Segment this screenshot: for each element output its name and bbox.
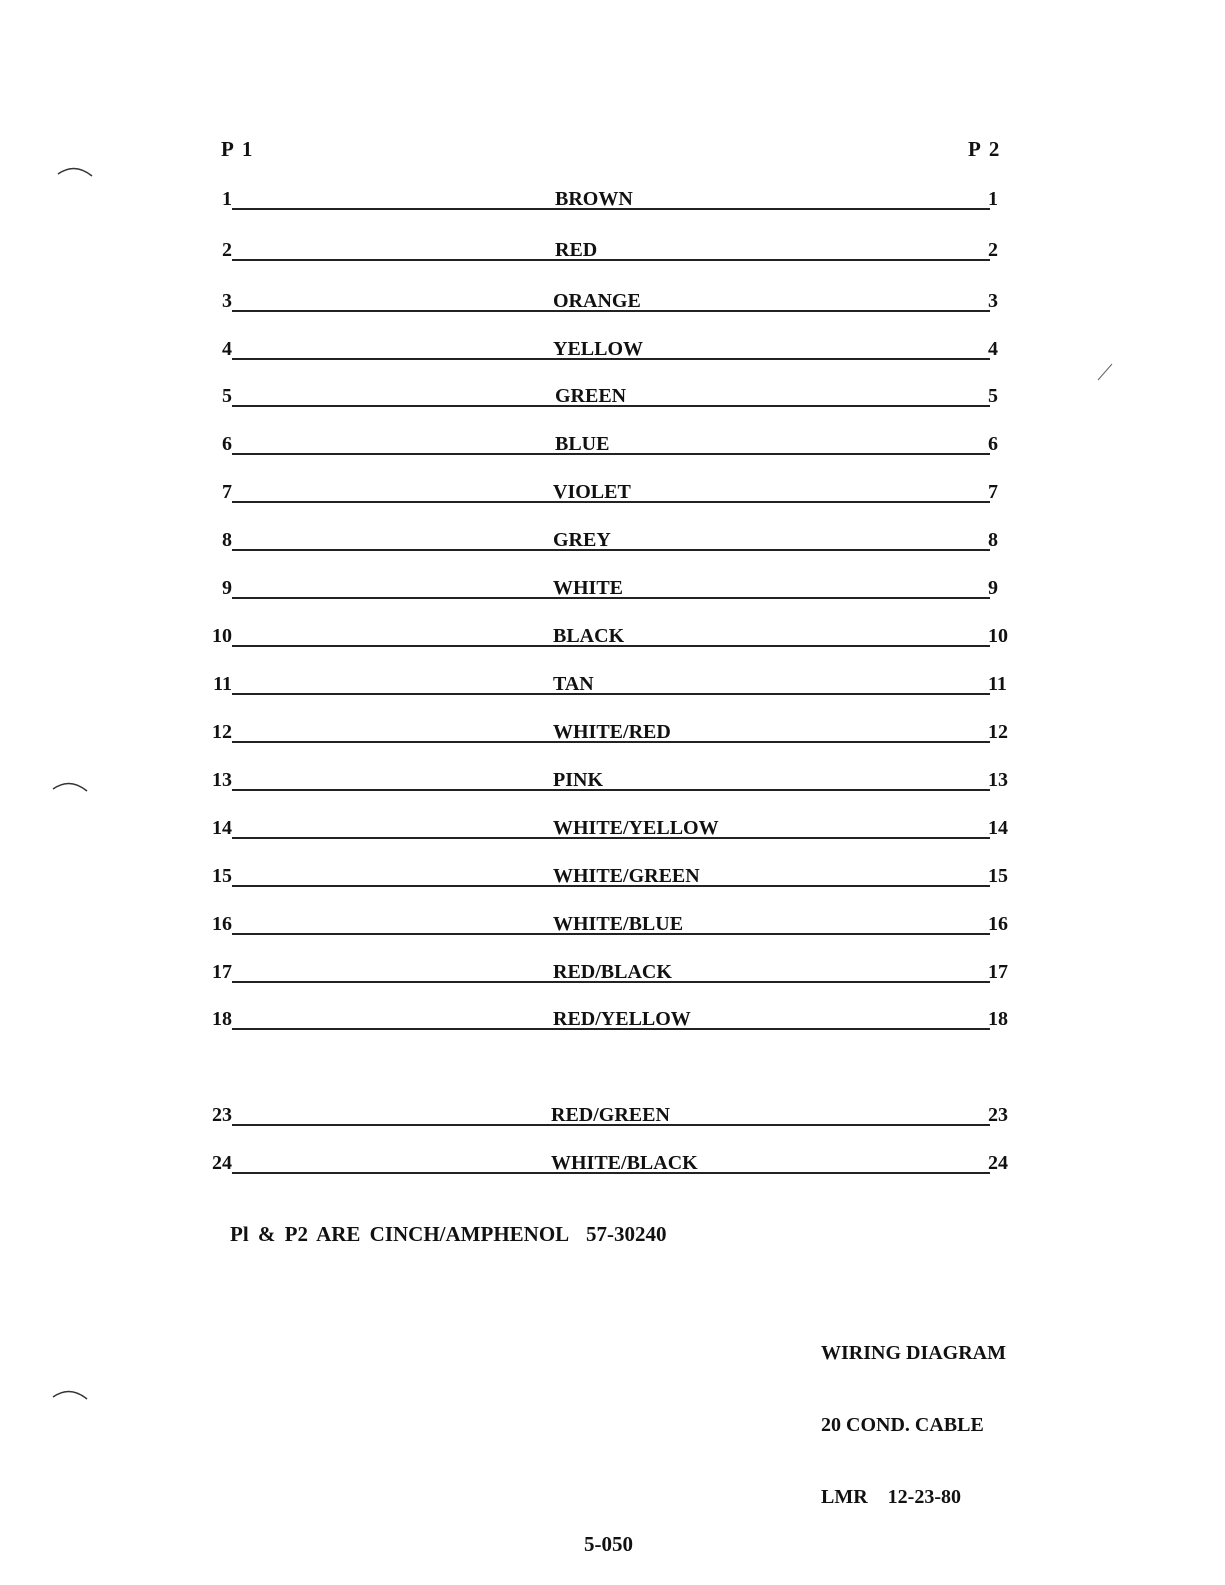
- wire-line: [232, 693, 990, 695]
- p1-pin: 12: [212, 721, 232, 743]
- wire-row: [0, 625, 1225, 665]
- wire-row: [0, 1104, 1225, 1144]
- wire-row: [0, 338, 1225, 378]
- p2-header: P 2: [968, 137, 1002, 161]
- p1-pin: 16: [212, 913, 232, 935]
- title-line-2: 20 COND. CABLE: [821, 1414, 984, 1436]
- p2-pin: 12: [988, 721, 1008, 743]
- wire-color-label: GREEN: [555, 385, 627, 407]
- binder-hole-mark: [50, 1383, 90, 1403]
- wire-color-label: BLUE: [555, 433, 610, 455]
- wire-row: [0, 913, 1225, 953]
- p2-pin: 18: [988, 1008, 1008, 1030]
- wire-color-label: RED: [555, 239, 598, 261]
- p1-pin: 24: [212, 1152, 232, 1174]
- wire-color-label: ORANGE: [553, 290, 641, 312]
- p2-pin: 13: [988, 769, 1008, 791]
- p1-pin: 7: [222, 481, 232, 503]
- p2-pin: 23: [988, 1104, 1008, 1126]
- p2-pin: 9: [988, 577, 998, 599]
- p2-pin: 15: [988, 865, 1008, 887]
- p2-pin: 8: [988, 529, 998, 551]
- wire-row: [0, 1152, 1225, 1192]
- wire-color-label: BLACK: [553, 625, 625, 647]
- p2-pin: 11: [988, 673, 1007, 695]
- wire-line: [232, 789, 990, 791]
- wire-color-label: WHITE/BLUE: [553, 913, 684, 935]
- wire-color-label: WHITE: [553, 577, 624, 599]
- p1-pin: 15: [212, 865, 232, 887]
- p1-pin: 11: [213, 673, 232, 695]
- wire-row: [0, 865, 1225, 905]
- p2-pin: 17: [988, 961, 1008, 983]
- wire-color-label: WHITE/GREEN: [553, 865, 700, 887]
- wire-color-label: WHITE/BLACK: [551, 1152, 698, 1174]
- p2-pin: 3: [988, 290, 998, 312]
- title-line-1: WIRING DIAGRAM: [821, 1342, 1006, 1364]
- p1-pin: 2: [222, 239, 232, 261]
- page-number: 5-050: [584, 1532, 633, 1556]
- wire-color-label: PINK: [553, 769, 603, 791]
- p2-pin: 7: [988, 481, 998, 503]
- part-number: 57-30240: [586, 1222, 667, 1246]
- wire-color-label: GREY: [553, 529, 611, 551]
- wire-row: [0, 577, 1225, 617]
- p1-pin: 4: [222, 338, 232, 360]
- wire-color-label: VIOLET: [553, 481, 631, 503]
- wire-row: [0, 481, 1225, 521]
- p1-pin: 6: [222, 433, 232, 455]
- wire-color-label: RED/BLACK: [553, 961, 672, 983]
- p1-pin: 3: [222, 290, 232, 312]
- wire-line: [232, 549, 990, 551]
- wire-line: [232, 453, 990, 455]
- wire-row: [0, 673, 1225, 713]
- wire-color-label: RED/YELLOW: [553, 1008, 691, 1030]
- p1-pin: 17: [212, 961, 232, 983]
- p2-pin: 1: [988, 188, 998, 210]
- wire-row: [0, 290, 1225, 330]
- wire-row: [0, 721, 1225, 761]
- p2-pin: 2: [988, 239, 998, 261]
- p1-pin: 1: [222, 188, 232, 210]
- wire-row: [0, 188, 1225, 228]
- wire-row: [0, 817, 1225, 857]
- p2-pin: 6: [988, 433, 998, 455]
- p1-pin: 9: [222, 577, 232, 599]
- p1-pin: 14: [212, 817, 232, 839]
- wire-color-label: BROWN: [555, 188, 633, 210]
- p2-pin: 14: [988, 817, 1008, 839]
- wire-row: [0, 1008, 1225, 1048]
- binder-hole-mark: [55, 160, 95, 180]
- wire-color-label: YELLOW: [553, 338, 644, 360]
- wire-row: [0, 529, 1225, 569]
- wire-row: [0, 769, 1225, 809]
- p2-pin: 5: [988, 385, 998, 407]
- wire-row: [0, 961, 1225, 1001]
- p2-pin: 4: [988, 338, 998, 360]
- title-line-3: LMR 12-23-80: [821, 1486, 961, 1508]
- wire-color-label: WHITE/RED: [553, 721, 671, 743]
- p1-header: P 1: [221, 137, 255, 161]
- p1-pin: 8: [222, 529, 232, 551]
- wire-row: [0, 433, 1225, 473]
- p2-pin: 24: [988, 1152, 1008, 1174]
- wire-color-label: WHITE/YELLOW: [553, 817, 719, 839]
- p1-pin: 5: [222, 385, 232, 407]
- wire-line: [232, 259, 990, 261]
- connector-note: Pl & P2 ARE CINCH/AMPHENOL: [230, 1222, 570, 1246]
- p1-pin: 10: [212, 625, 232, 647]
- p1-pin: 18: [212, 1008, 232, 1030]
- wire-color-label: TAN: [553, 673, 594, 695]
- wire-color-label: RED/GREEN: [551, 1104, 670, 1126]
- p1-pin: 13: [212, 769, 232, 791]
- p1-pin: 23: [212, 1104, 232, 1126]
- wire-row: [0, 239, 1225, 279]
- wire-row: [0, 385, 1225, 425]
- p2-pin: 16: [988, 913, 1008, 935]
- title-block: [821, 1293, 1006, 1533]
- p2-pin: 10: [988, 625, 1008, 647]
